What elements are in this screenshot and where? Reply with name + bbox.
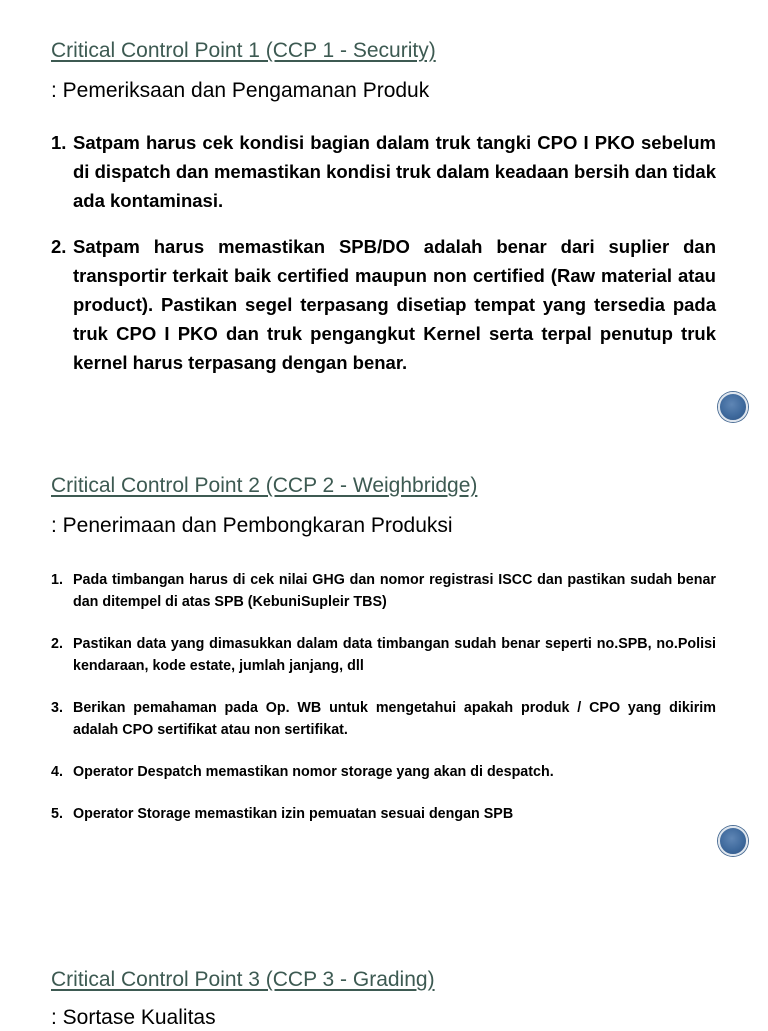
list-item-text: Pada timbangan harus di cek nilai GHG dan nomor registrasi ISCC dan pastikan sudah benar dan ditempel di atas SPB (KebuniSupleir TBS) <box>73 572 716 610</box>
ccp1-list <box>51 128 716 377</box>
list-item-number: 1. <box>51 132 67 153</box>
ccp2-list <box>51 569 716 825</box>
list-item-text: Satpam harus memastikan SPB/DO adalah benar dari suplier dan transportir terkait baik certified maupun non certified (Raw material atau product). Pastikan segel terpasang disetiap tempat yang tersedia pada truk CPO I PKO dan truk pengangkut Kernel serta terpal penutup truk kernel harus terpasang dengan benar. <box>73 236 716 373</box>
list-item-text: Pastikan data yang dimasukkan dalam data timbangan sudah benar seperti no.SPB, no.Polisi kendaraan, kode estate, jumlah janjang, dll <box>73 636 716 674</box>
list-item-text: Operator Storage memastikan izin pemuatan sesuai dengan SPB <box>73 806 514 822</box>
list-item <box>51 697 716 741</box>
list-item-number: 3. <box>51 700 63 716</box>
nav-circle-button[interactable] <box>718 392 748 422</box>
list-item-number: 2. <box>51 236 67 257</box>
ccp2-subtitle: : Penerimaan dan Pembongkaran Produksi <box>51 514 453 537</box>
ccp3-title: Critical Control Point 3 (CCP 3 - Grading) <box>51 968 435 991</box>
list-item-text: Satpam harus cek kondisi bagian dalam truk tangki CPO I PKO sebelum di dispatch dan memastikan kondisi truk dalam keadaan bersih dan tidak ada kontaminasi. <box>73 132 716 211</box>
ccp3-subtitle: : Sortase Kualitas <box>51 1006 216 1029</box>
list-item <box>51 803 716 825</box>
list-item <box>51 232 716 377</box>
list-item-number: 1. <box>51 572 63 588</box>
list-item-number: 4. <box>51 764 63 780</box>
list-item-text: Operator Despatch memastikan nomor storage yang akan di despatch. <box>73 764 554 780</box>
ccp1-title: Critical Control Point 1 (CCP 1 - Security) <box>51 39 436 62</box>
list-item <box>51 761 716 783</box>
list-item-number: 2. <box>51 636 63 652</box>
list-item-number: 5. <box>51 806 63 822</box>
ccp1-subtitle: : Pemeriksaan dan Pengamanan Produk <box>51 79 430 102</box>
ccp2-section <box>51 473 716 825</box>
list-item <box>51 633 716 677</box>
list-item <box>51 128 716 215</box>
ccp2-title: Critical Control Point 2 (CCP 2 - Weighbridge) <box>51 474 478 497</box>
nav-circle-button[interactable] <box>718 826 748 856</box>
ccp3-section <box>51 967 716 1031</box>
ccp1-section <box>51 38 716 377</box>
list-item-text: Berikan pemahaman pada Op. WB untuk mengetahui apakah produk / CPO yang dikirim adalah CPO sertifikat atau non sertifikat. <box>73 700 716 738</box>
list-item <box>51 569 716 613</box>
